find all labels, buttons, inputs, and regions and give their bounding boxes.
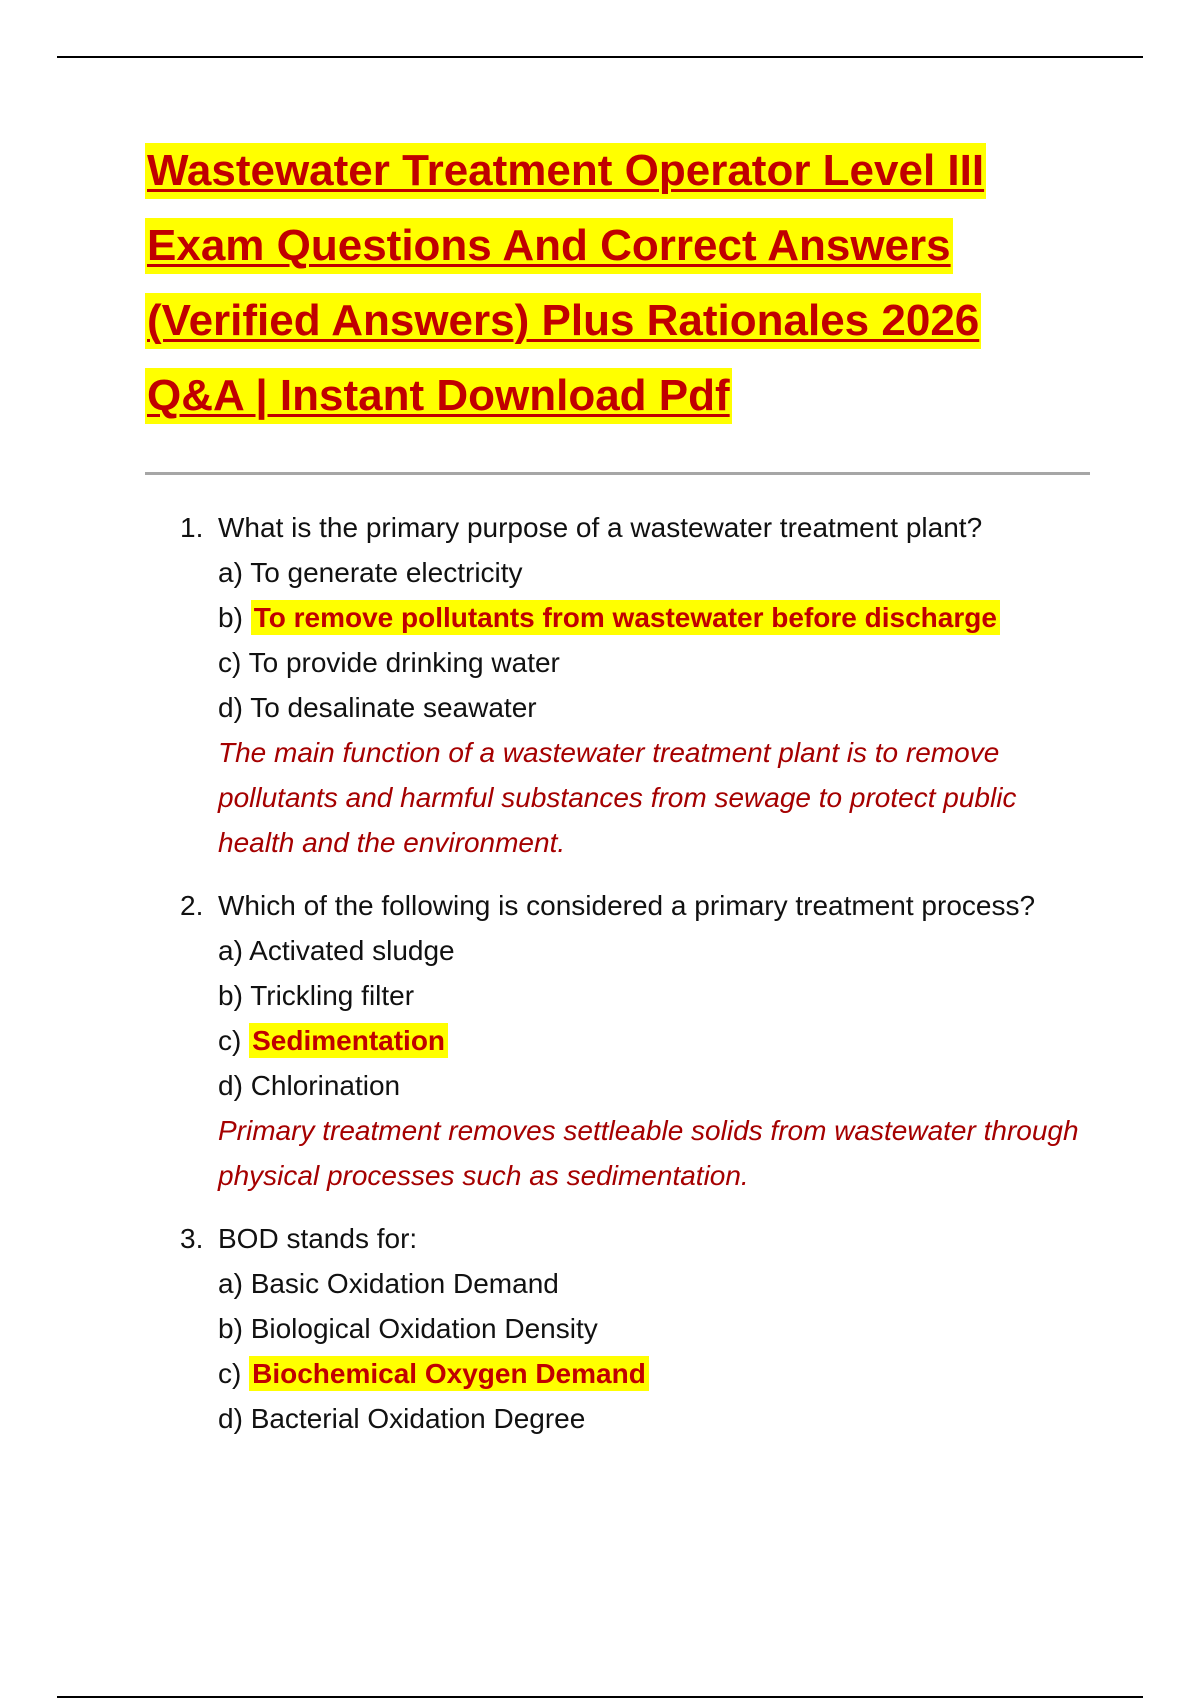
section-divider (145, 472, 1090, 475)
option-text: Activated sludge (249, 935, 455, 966)
title-line (145, 293, 1105, 368)
answer-option-correct (180, 1018, 1130, 1063)
answer-option (180, 1261, 1130, 1306)
question-list (180, 505, 1130, 1459)
answer-option (180, 550, 1130, 595)
question-number: 3. (180, 1223, 204, 1254)
option-prefix: a) (218, 1268, 243, 1299)
question-text: BOD stands for: (218, 1223, 418, 1254)
question-number: 1. (180, 512, 204, 543)
question-stem (180, 883, 1130, 928)
answer-option (180, 928, 1130, 973)
option-text: Trickling filter (250, 980, 415, 1011)
question-item (180, 1216, 1130, 1441)
option-text: Bacterial Oxidation Degree (250, 1403, 586, 1434)
option-prefix: b) (218, 1313, 243, 1344)
option-prefix: b) (218, 602, 243, 633)
question-text: What is the primary purpose of a wastewater treatment plant? (218, 512, 983, 543)
rationale-text: Primary treatment removes settleable solids from wastewater through physical processes such as sedimentation. (218, 1115, 1079, 1191)
rationale-text: The main function of a wastewater treatment plant is to remove pollutants and harmful substances from sewage to protect public health and the environment. (218, 737, 1017, 858)
option-prefix: d) (218, 1403, 243, 1434)
option-prefix: b) (218, 980, 243, 1011)
option-text: To generate electricity (250, 557, 523, 588)
option-prefix: d) (218, 1070, 243, 1101)
option-prefix: a) (218, 557, 243, 588)
option-text: To provide drinking water (248, 647, 560, 678)
option-prefix: d) (218, 692, 243, 723)
title-line (145, 143, 1105, 218)
correct-answer-highlight: Sedimentation (249, 1023, 448, 1058)
title-text: Exam Questions And Correct Answers (145, 218, 953, 274)
title-line (145, 368, 1105, 443)
option-prefix: c) (218, 1025, 242, 1056)
footer-rule (57, 1696, 1143, 1698)
answer-option (180, 685, 1130, 730)
option-prefix: c) (218, 647, 242, 678)
answer-option (180, 1396, 1130, 1441)
question-stem (180, 505, 1130, 550)
question-stem (180, 1216, 1130, 1261)
answer-option (180, 973, 1130, 1018)
answer-option-correct (180, 1351, 1130, 1396)
option-text: To desalinate seawater (250, 692, 537, 723)
option-text: Chlorination (250, 1070, 401, 1101)
title-text: (Verified Answers) Plus Rationales 2026 (145, 293, 981, 349)
option-text: Basic Oxidation Demand (250, 1268, 559, 1299)
correct-answer-highlight: To remove pollutants from wastewater before discharge (251, 600, 1000, 635)
correct-answer-highlight: Biochemical Oxygen Demand (249, 1356, 649, 1391)
answer-option (180, 1306, 1130, 1351)
answer-option-correct (180, 595, 1130, 640)
answer-option (180, 1063, 1130, 1108)
option-prefix: c) (218, 1358, 242, 1389)
header-rule (57, 56, 1143, 58)
title-line (145, 218, 1105, 293)
title-text: Q&A | Instant Download Pdf (145, 368, 732, 424)
question-number: 2. (180, 890, 204, 921)
question-item (180, 883, 1130, 1198)
answer-option (180, 640, 1130, 685)
title-text: Wastewater Treatment Operator Level III (145, 143, 986, 199)
document-title (145, 143, 1105, 443)
question-item (180, 505, 1130, 865)
option-prefix: a) (218, 935, 243, 966)
option-text: Biological Oxidation Density (250, 1313, 598, 1344)
question-text: Which of the following is considered a primary treatment process? (218, 890, 1036, 921)
